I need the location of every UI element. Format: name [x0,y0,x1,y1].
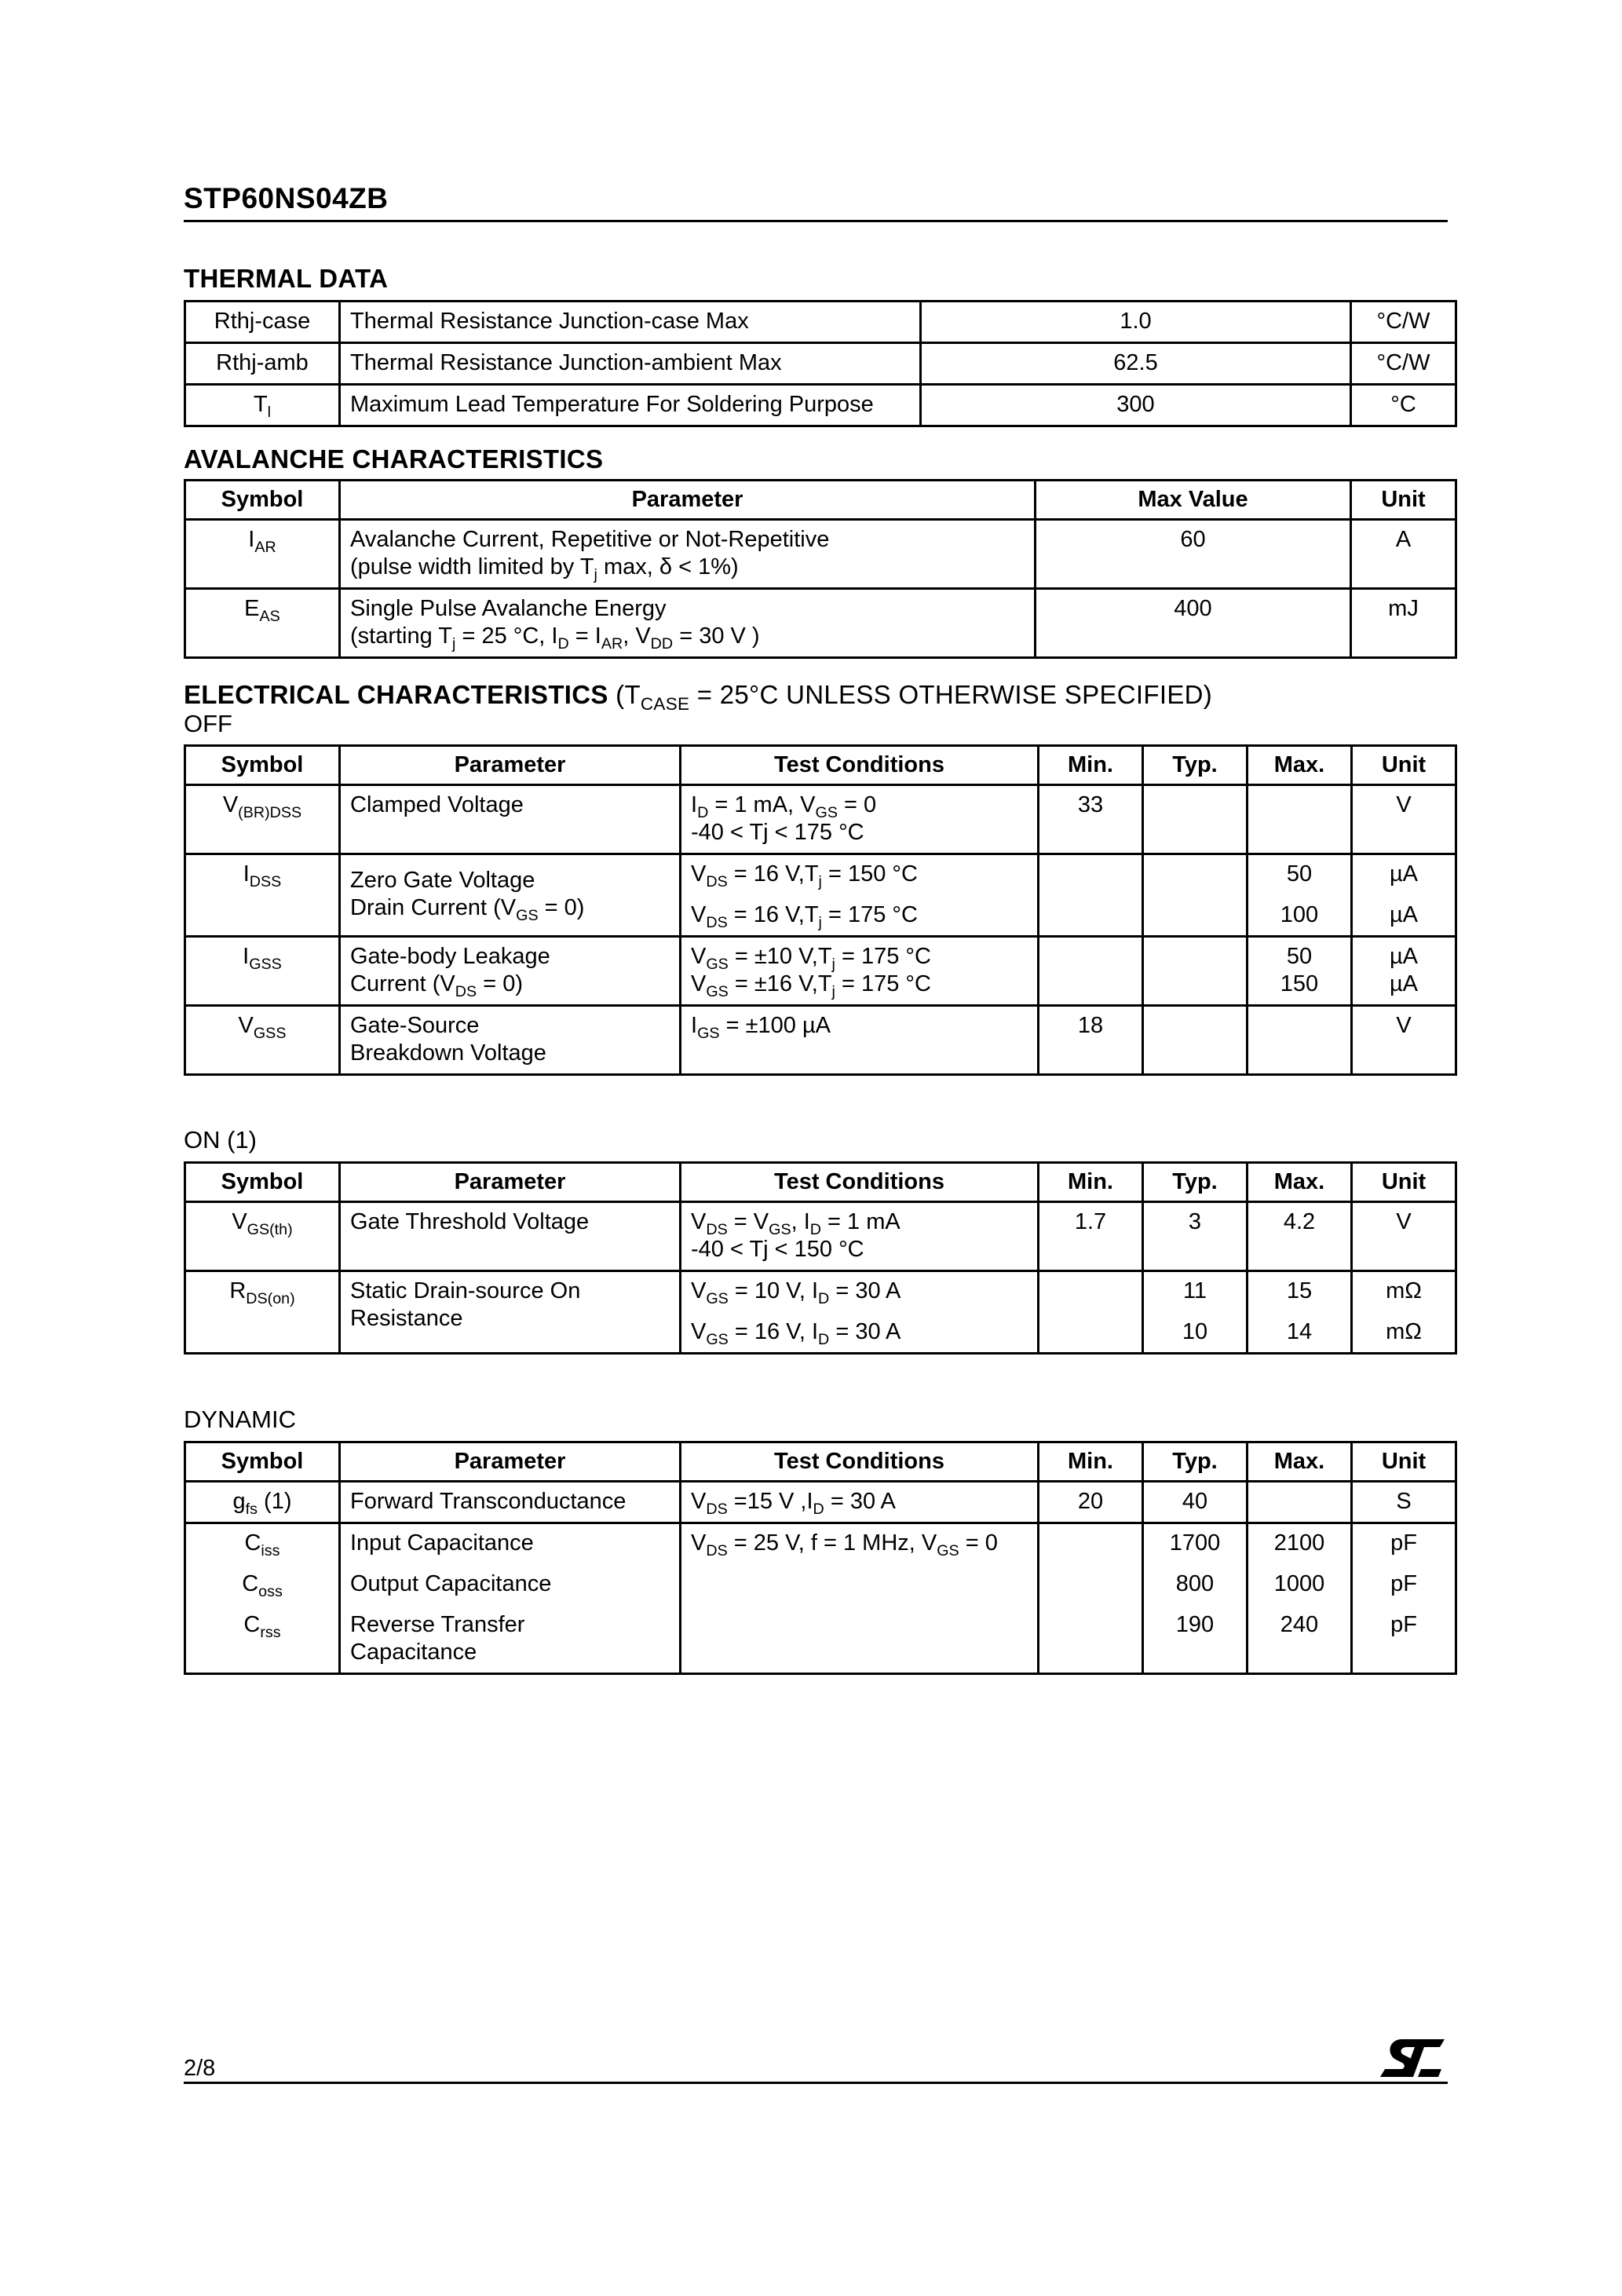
unit-cell: µA µA [1352,937,1456,1006]
test-conditions-cell: $I_{GS} = \pm 100$ µA [681,1006,1039,1075]
off-heading: OFF [184,710,232,737]
parameter-cell: Single Pulse Avalanche Energy (starting $T_j = 25$ °C, $I_D = I_{AR}$, $V_{DD} = 30$ V ) [340,589,1036,658]
dynamic-table [184,1441,1457,1675]
parameter-cell: Maximum Lead Temperature For Soldering Purpose [340,385,921,426]
parameter-cell: Static Drain-source On Resistance [340,1271,681,1354]
symbol-cell: $V_{GS(th)}$ [185,1202,340,1271]
min-cell: 1.7 [1039,1202,1143,1271]
symbol-cell: $g_{fs}$ (1) [185,1482,340,1523]
table-row [185,302,1456,343]
min-cell [1039,854,1143,937]
table-header-row [185,1442,1456,1482]
col-header-max: Max. [1248,1163,1352,1202]
symbol-cell: Rthj-case [185,302,340,343]
symbol-cell: $V_{GSS}$ [185,1006,340,1075]
test-conditions-cell: $V_{DS} = 16$ $V,T_j = 150$ °C $V_{DS} = 16$ $V,T_j = 175$ °C [681,854,1039,937]
symbol-cell: $E_{AS}$ [185,589,340,658]
unit-cell: °C/W [1351,302,1456,343]
parameter-cell: Thermal Resistance Junction-case Max [340,302,921,343]
symbol-cell: Rthj-amb [185,343,340,385]
typ-cell: 1700 800 190 [1143,1523,1248,1674]
col-header-symbol: Symbol [185,1442,340,1482]
test-conditions-cell: $V_{GS} = \pm 10$ $V,T_j = 175$ °C $V_{GS} = \pm 16$ $V,T_j = 175$ °C [681,937,1039,1006]
unit-cell: pF pF pF [1352,1523,1456,1674]
avalanche-table [184,479,1457,659]
col-header-unit: Unit [1351,481,1456,520]
min-cell: 20 [1039,1482,1143,1523]
symbol-cell: $I_{DSS}$ [185,854,340,937]
unit-cell: V [1352,1006,1456,1075]
table-row [185,343,1456,385]
header-rule [184,220,1448,222]
col-header-min: Min. [1039,1442,1143,1482]
thermal-data-heading: THERMAL DATA [184,264,389,293]
col-header-test-conditions: Test Conditions [681,746,1039,785]
symbol-cell: $I_{GSS}$ [185,937,340,1006]
parameter-cell: Gate-body Leakage Current $(V_{DS} = 0)$ [340,937,681,1006]
col-header-typ: Typ. [1143,1163,1248,1202]
on-table [184,1161,1457,1355]
min-cell [1039,1271,1143,1354]
parameter-cell: Clamped Voltage [340,785,681,854]
symbol-cell: $I_{AR}$ [185,520,340,589]
col-header-typ: Typ. [1143,746,1248,785]
table-row [185,520,1456,589]
table-row [185,1006,1456,1075]
col-header-unit: Unit [1352,746,1456,785]
value-cell: 400 [1036,589,1351,658]
table-header-row [185,746,1456,785]
parameter-cell: Input Capacitance Output Capacitance Reverse Transfer Capacitance [340,1523,681,1674]
off-table [184,744,1457,1076]
parameter-cell: Gate Threshold Voltage [340,1202,681,1271]
col-header-unit: Unit [1352,1442,1456,1482]
col-header-test-conditions: Test Conditions [681,1442,1039,1482]
part-number-title: STP60NS04ZB [184,182,389,214]
footer-rule [184,2082,1448,2084]
table-row [185,785,1456,854]
symbol-cell: $V_{(BR)DSS}$ [185,785,340,854]
col-header-max: Max. [1248,1442,1352,1482]
typ-cell: 40 [1143,1482,1248,1523]
typ-cell [1143,785,1248,854]
col-header-test-conditions: Test Conditions [681,1163,1039,1202]
max-cell: 4.2 [1248,1202,1352,1271]
col-header-max: Max. [1248,746,1352,785]
typ-cell [1143,854,1248,937]
unit-cell: mJ [1351,589,1456,658]
col-header-parameter: Parameter [340,746,681,785]
max-cell: 2100 1000 240 [1248,1523,1352,1674]
value-cell: 1.0 [921,302,1351,343]
col-header-parameter: Parameter [340,1163,681,1202]
avalanche-heading: AVALANCHE CHARACTERISTICS [184,444,604,473]
max-cell [1248,785,1352,854]
max-cell [1248,1482,1352,1523]
unit-cell: °C [1351,385,1456,426]
dynamic-heading: DYNAMIC [184,1406,296,1433]
table-row [185,589,1456,658]
table-row [185,1482,1456,1523]
on-heading: ON (1) [184,1126,257,1153]
unit-cell: °C/W [1351,343,1456,385]
typ-cell [1143,937,1248,1006]
parameter-cell: Avalanche Current, Repetitive or Not-Repetitive (pulse width limited by $T_j$ max, δ < 1%) [340,520,1036,589]
max-cell [1248,1006,1352,1075]
unit-cell: µA µA [1352,854,1456,937]
unit-cell: mΩ mΩ [1352,1271,1456,1354]
parameter-cell: Zero Gate Voltage Drain Current $(V_{GS} = 0)$ [340,854,681,937]
table-row [185,1202,1456,1271]
col-header-min: Min. [1039,746,1143,785]
symbol-cell: $C_{iss}$ $C_{oss}$ $C_{rss}$ [185,1523,340,1674]
value-cell: 300 [921,385,1351,426]
typ-cell: 3 [1143,1202,1248,1271]
col-header-symbol: Symbol [185,746,340,785]
table-row [185,854,1456,937]
col-header-min: Min. [1039,1163,1143,1202]
value-cell: 60 [1036,520,1351,589]
unit-cell: A [1351,520,1456,589]
min-cell: 33 [1039,785,1143,854]
st-logo-icon [1379,2037,1446,2079]
col-header-parameter: Parameter [340,481,1036,520]
min-cell: 18 [1039,1006,1143,1075]
col-header-symbol: Symbol [185,481,340,520]
electrical-characteristics-heading: ELECTRICAL CHARACTERISTICS ($T_{CASE} = 25^\circ C$ UNLESS OTHERWISE SPECIFIED) [184,680,1213,714]
parameter-cell: Gate-Source Breakdown Voltage [340,1006,681,1075]
table-header-row [185,1163,1456,1202]
unit-cell: V [1352,785,1456,854]
max-cell: 50 150 [1248,937,1352,1006]
min-cell [1039,937,1143,1006]
symbol-cell: $T_l$ [185,385,340,426]
unit-cell: V [1352,1202,1456,1271]
symbol-cell: $R_{DS(on)}$ [185,1271,340,1354]
col-header-symbol: Symbol [185,1163,340,1202]
col-header-typ: Typ. [1143,1442,1248,1482]
table-header-row [185,481,1456,520]
parameter-cell: Forward Transconductance [340,1482,681,1523]
table-row [185,937,1456,1006]
table-row [185,1523,1456,1674]
thermal-data-table [184,300,1457,427]
col-header-unit: Unit [1352,1163,1456,1202]
col-header-max-value: Max Value [1036,481,1351,520]
parameter-cell: Thermal Resistance Junction-ambient Max [340,343,921,385]
min-cell [1039,1523,1143,1674]
typ-cell: 11 10 [1143,1271,1248,1354]
value-cell: 62.5 [921,343,1351,385]
typ-cell [1143,1006,1248,1075]
table-row [185,1271,1456,1354]
test-conditions-cell: $I_D = 1$ mA, $V_{GS} = 0$ -40 < Tj < 175 °C [681,785,1039,854]
col-header-parameter: Parameter [340,1442,681,1482]
test-conditions-cell: $V_{DS} = 25$ V, f = 1 MHz, $V_{GS} = 0$ [681,1523,1039,1674]
page-number: 2/8 [184,2056,216,2081]
unit-cell: S [1352,1482,1456,1523]
test-conditions-cell: $V_{DS} =15$ V $,I_D = 30$ A [681,1482,1039,1523]
max-cell: 15 14 [1248,1271,1352,1354]
test-conditions-cell: $V_{GS} = 10$ V, $I_D = 30$ A $V_{GS} = 16$ V, $I_D = 30$ A [681,1271,1039,1354]
max-cell: 50 100 [1248,854,1352,937]
test-conditions-cell: $V_{DS} = V_{GS}$, $I_D = 1$ mA -40 < Tj < 150 °C [681,1202,1039,1271]
table-row [185,385,1456,426]
